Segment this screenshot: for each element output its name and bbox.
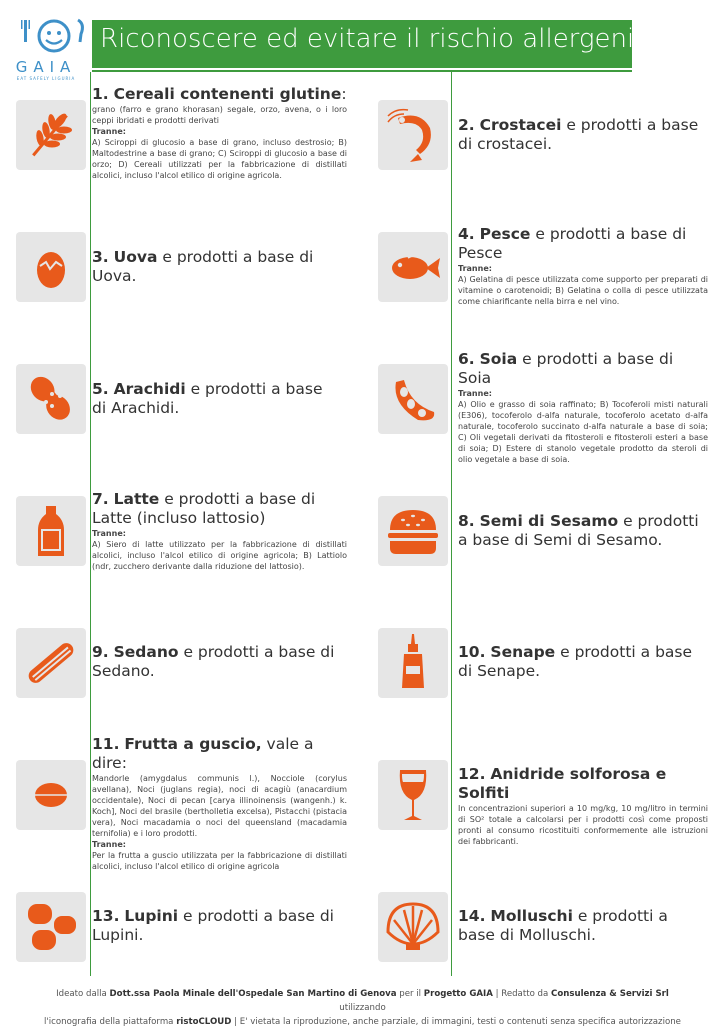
egg-icon (16, 232, 86, 302)
left-column-rule (90, 72, 91, 976)
footer-credits (40, 987, 685, 1029)
tile-solfiti (378, 760, 448, 830)
allergen-details (458, 803, 708, 847)
page-header (92, 20, 635, 68)
allergen-suffix: e prodotti a base di Lupini. (92, 907, 334, 944)
allergen-title (458, 225, 708, 263)
allergen-name: Sedano (113, 643, 179, 661)
footer-text: per il (396, 989, 424, 999)
allergen-name: Arachidi (113, 380, 186, 398)
allergen-suffix: e prodotti a base di Semi di Sesamo. (458, 512, 699, 549)
tile-pesce (378, 232, 448, 302)
detail-text: Per la frutta a guscio utilizzata per la fabbricazione di distillati alcolici, incluso l'alcol etilico di origine agricola (92, 851, 347, 871)
allergen-title (92, 248, 332, 286)
allergen-soia (458, 350, 708, 465)
footer-text: utilizzando (339, 1003, 386, 1013)
burger-icon (378, 496, 448, 566)
footer-author: Dott.ssa Paola Minale dell'Ospedale San Martino di Genova (109, 989, 397, 999)
allergen-uova (92, 248, 332, 286)
allergen-suffix: e prodotti a base di Arachidi. (92, 380, 323, 417)
allergen-title (458, 643, 708, 681)
gaia-logo (14, 14, 94, 82)
allergen-number: 9. (92, 643, 109, 661)
allergen-suffix: e prodotti a base di Molluschi. (458, 907, 668, 944)
allergen-number: 3. (92, 248, 109, 266)
detail-text: A) Siero di latte utilizzato per la fabbricazione di distillati alcolici, incluso l'alcol etilico di origine agricola; B) Lattiolo (ndr, zucchero derivante dalla riduzione del lattosio). (92, 540, 347, 571)
allergen-number: 11. (92, 735, 120, 753)
detail-exceptions-label: Tranne: (458, 264, 492, 273)
allergen-name: Molluschi (490, 907, 573, 925)
detail-text: In concentrazioni superiori a 10 mg/kg, 10 mg/litro in termini di SO² totale a calcolarsi per i prodotti così come proposti pronti al consumo ricostituiti conformemente alle istruzioni dei fabbricanti. (458, 804, 708, 846)
tile-sedano (16, 628, 86, 698)
allergen-name: Semi di Sesamo (479, 512, 619, 530)
allergen-title (458, 907, 708, 945)
allergen-title (92, 490, 347, 528)
tile-uova (16, 232, 86, 302)
tile-soia (378, 364, 448, 434)
allergen-number: 1. (92, 85, 109, 103)
allergen-title (458, 765, 708, 803)
allergen-suffix: e prodotti a base di Senape. (458, 643, 693, 680)
allergen-number: 2. (458, 116, 475, 134)
tile-crostacei (378, 100, 448, 170)
allergen-number: 8. (458, 512, 475, 530)
allergen-suffix: e prodotti a base di crostacei. (458, 116, 699, 153)
allergen-name: Cereali contenenti glutine (113, 85, 342, 103)
allergen-lupini (92, 907, 347, 945)
allergen-details (92, 104, 347, 181)
allergen-name: Pesce (479, 225, 531, 243)
allergen-number: 7. (92, 490, 109, 508)
center-column-rule (451, 72, 452, 976)
allergen-sesamo (458, 512, 708, 550)
allergen-cereali (92, 85, 347, 181)
detail-exceptions-label: Tranne: (92, 529, 126, 538)
allergen-name: Crostacei (479, 116, 562, 134)
footer-text: l'iconografia della piattaforma (44, 1017, 177, 1027)
allergen-frutta-guscio (92, 735, 347, 872)
detail-text: A) Olio e grasso di soia raffinato; B) Tocoferoli misti naturali (E306), tocoferolo d-alfa naturale, tocoferolo acetato d-alfa naturale, tocoferolo succinato d-alfa naturale a base di soia; C) Oli vegetali derivati da fitosteroli e fitosteroli esteri a base di soia; D) Estere di stanolo vegetale prodotto da steroli di olio vegetale a base di soia. (458, 400, 708, 464)
detail-text: Mandorle (amygdalus communis l.), Nocciole (corylus avellana), Noci (juglans regia), noci di acagiù (anacardium occidentale), Noci di pecan [carya illinoinensis (wangenh.) k. Koch], Noci del brasile (bertholletia excelsa), Pistacchi (pistacia vera), Noci macadamia o noci del queensland (macadamia ternifolia) e i loro prodotti. (92, 774, 347, 838)
tile-lupini (16, 892, 86, 962)
allergen-arachidi (92, 380, 337, 418)
tile-arachidi (16, 364, 86, 434)
allergen-details (458, 263, 708, 307)
tile-molluschi (378, 892, 448, 962)
allergen-suffix: vale a dire: (92, 735, 314, 772)
allergen-number: 4. (458, 225, 475, 243)
peanut-icon (16, 364, 86, 434)
allergen-crostacei (458, 116, 708, 154)
allergen-name: Soia (479, 350, 518, 368)
allergen-solfiti (458, 765, 708, 847)
milk-bottle-icon (16, 496, 86, 566)
footer-text: Ideato dalla (56, 989, 110, 999)
allergen-title (92, 380, 337, 418)
allergen-name: Frutta a guscio, (124, 735, 262, 753)
header-rule (92, 70, 632, 72)
footer-platform: ristoCLOUD (176, 1017, 232, 1027)
allergen-title (92, 907, 347, 945)
allergen-title (92, 643, 337, 681)
detail-exceptions-label: Tranne: (458, 389, 492, 398)
allergen-suffix: e prodotti a base di Latte (incluso lattosio) (92, 490, 316, 527)
allergen-number: 6. (458, 350, 475, 368)
mustard-icon (378, 628, 448, 698)
allergen-name: Uova (113, 248, 158, 266)
allergen-sedano (92, 643, 337, 681)
tile-cereali (16, 100, 86, 170)
allergen-suffix: e prodotti a base di Soia (458, 350, 674, 387)
tile-frutta-guscio (16, 760, 86, 830)
allergen-number: 14. (458, 907, 486, 925)
allergen-suffix: : (341, 85, 347, 103)
wine-glass-icon (378, 760, 448, 830)
allergen-number: 12. (458, 765, 486, 783)
allergen-title (458, 116, 708, 154)
tile-senape (378, 628, 448, 698)
allergen-title (458, 350, 708, 388)
allergen-details (92, 528, 347, 572)
allergen-details (458, 388, 708, 465)
celery-icon (16, 628, 86, 698)
logo-name: GAIA (15, 58, 77, 76)
wheat-icon (16, 100, 86, 170)
detail-exceptions-label: Tranne: (92, 840, 126, 849)
page-title: Riconoscere ed evitare il rischio allergeni (100, 24, 635, 54)
detail-text: grano (farro e grano khorasan) segale, orzo, avena, o i loro ceppi ibridati e prodotti derivati (92, 105, 347, 125)
allergen-number: 13. (92, 907, 120, 925)
allergen-latte (92, 490, 347, 572)
shell-icon (378, 892, 448, 962)
detail-text: A) Sciroppi di glucosio a base di grano, incluso destrosio; B) Maltodestrine a base di grano; C) Sciroppi di glucosio a base di orzo; D) Cereali utilizzati per la fabbricazione di distillati alcolici, incluso l'alcol etilico di origine agricola. (92, 138, 347, 180)
allergen-number: 5. (92, 380, 109, 398)
allergen-pesce (458, 225, 708, 307)
allergen-number: 10. (458, 643, 486, 661)
allergen-suffix: e prodotti a base di Uova. (92, 248, 314, 285)
allergen-title (458, 512, 708, 550)
allergen-suffix: e prodotti a base di Sedano. (92, 643, 335, 680)
allergen-senape (458, 643, 708, 681)
fish-icon (378, 232, 448, 302)
allergen-name: Latte (113, 490, 160, 508)
allergen-title (92, 735, 347, 773)
tile-sesamo (378, 496, 448, 566)
footer-project: Progetto GAIA (423, 989, 493, 999)
allergen-suffix: e prodotti a base di Pesce (458, 225, 687, 262)
shrimp-icon (378, 100, 448, 170)
detail-exceptions-label: Tranne: (92, 127, 126, 136)
allergen-molluschi (458, 907, 708, 945)
allergen-name: Senape (490, 643, 556, 661)
allergen-name: Lupini (124, 907, 179, 925)
nut-icon (16, 760, 86, 830)
tile-latte (16, 496, 86, 566)
detail-text: A) Gelatina di pesce utilizzata come supporto per preparati di vitamine o carotenoidi; B) Gelatina o colla di pesce utilizzata come chiarificante nella birra e nel vino. (458, 275, 708, 306)
logo-tagline: EAT SAFELY LIGURIA (16, 76, 76, 81)
allergen-name: Anidride solforosa e Solfiti (458, 765, 667, 802)
footer-company: Consulenza & Servizi Srl (551, 989, 669, 999)
footer-text: | Redatto da (492, 989, 552, 999)
allergen-details (92, 773, 347, 872)
footer-text: | E' vietata la riproduzione, anche parziale, di immagini, testi o contenuti senza specifica autorizzazione (231, 1017, 681, 1027)
soy-icon (378, 364, 448, 434)
allergen-title (92, 85, 347, 104)
lupin-icon (16, 892, 86, 962)
